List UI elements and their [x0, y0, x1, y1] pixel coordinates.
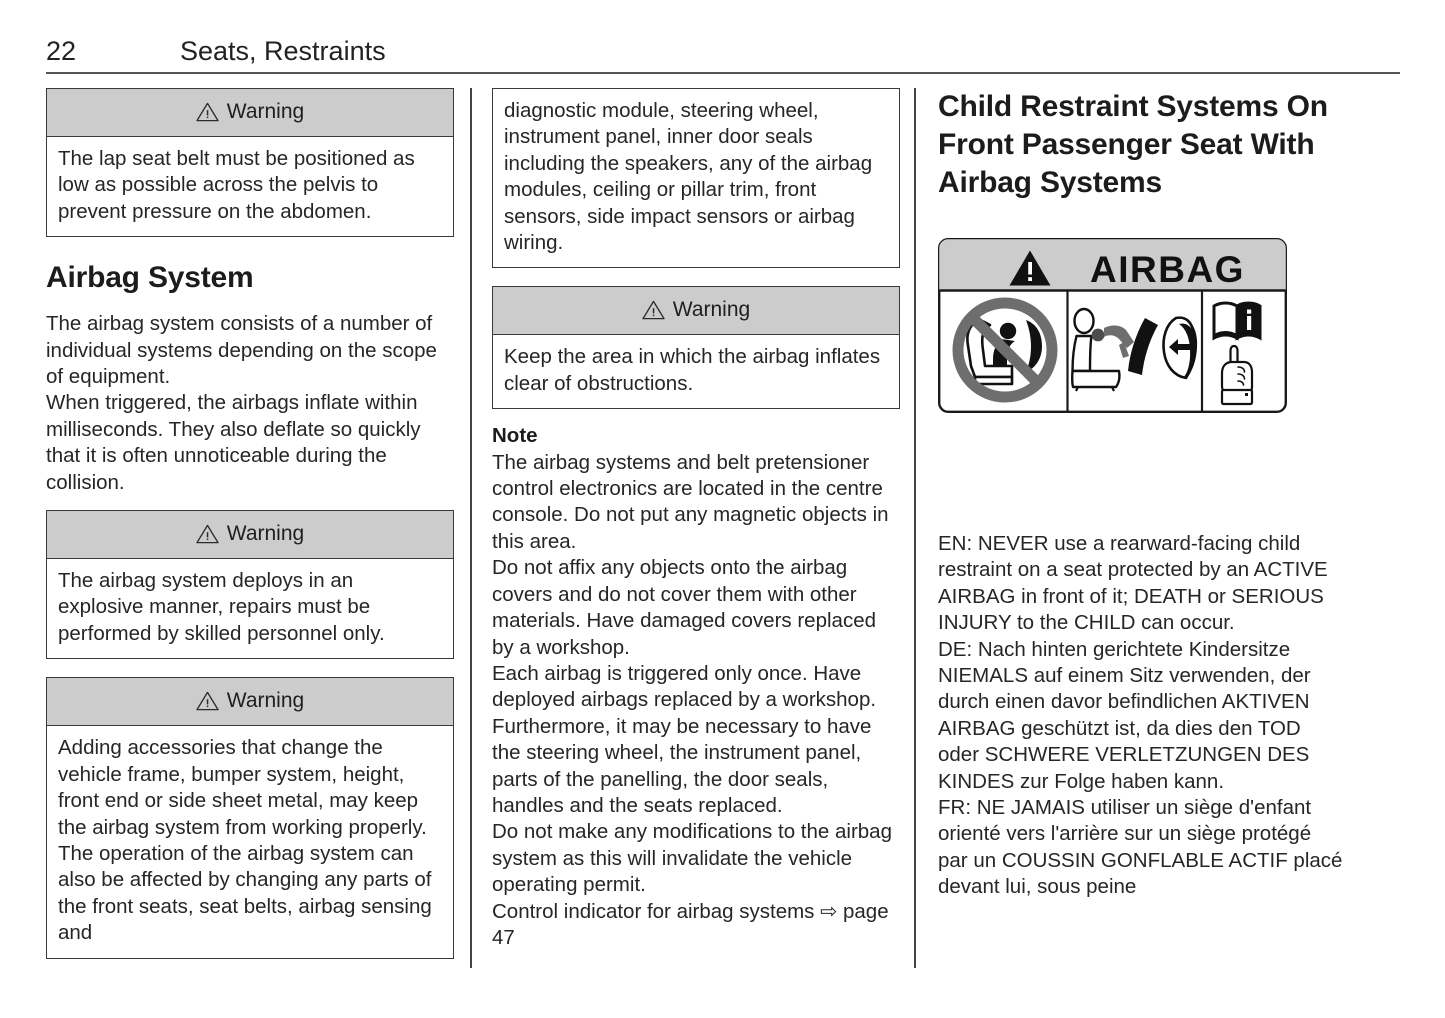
page-number: 22: [46, 36, 77, 66]
warning-box-header: [493, 287, 899, 335]
paragraph-airbag-intro-1: The airbag system consists of a number of individual systems depending on the scope of equipment.: [46, 312, 437, 389]
column-divider-left: [470, 88, 472, 968]
warning-triangle-icon: [196, 524, 219, 544]
section-heading-airbag-system: Airbag System: [46, 261, 254, 295]
page-header: [46, 34, 1400, 74]
header-rule: [46, 72, 1400, 74]
note-label: Note: [492, 424, 538, 448]
warning-box-explosive-deploy: [46, 510, 454, 659]
warning-box-body: Keep the area in which the airbag inflates clear of obstructions.: [504, 345, 881, 395]
warning-box-header-label: Warning: [226, 689, 305, 713]
warning-box-header: [47, 511, 453, 559]
warning-box-header: [47, 89, 453, 137]
note-paragraph-4: Do not make any modifications to the airbag system as this will invalidate the vehicle operating permit.: [492, 820, 892, 897]
warning-triangle-icon: [642, 300, 665, 320]
warning-text-de: DE: Nach hinten gerichtete Kindersitze NIEMALS auf einem Sitz verwenden, der durch einen davor befindlichen AKTIVEN AIRBAG geschützt ist, da dies den TOD oder SCHWERE VERLETZUNGEN DES KINDES zur Folge haben kann.: [938, 637, 1311, 793]
right-column: [938, 88, 1346, 901]
warning-box-body: The airbag system deploys in an explosive manner, repairs must be performed by skilled personnel only.: [58, 569, 385, 645]
warning-box-body: The lap seat belt must be positioned as low as possible across the pelvis to prevent pressure on the abdomen.: [58, 147, 415, 223]
page-title: Seats, Restraints: [180, 36, 386, 66]
airbag-warning-label-graphic: [938, 238, 1287, 413]
warning-triangle-icon: [196, 691, 219, 711]
warning-box-header: [47, 678, 453, 726]
note-paragraph-1: The airbag systems and belt pretensioner control electronics are located in the centre console. Do not put any magnetic objects in this area.: [492, 450, 889, 553]
manual-book-info-icon: [1214, 303, 1260, 338]
warning-box-header-label: Warning: [226, 522, 305, 546]
airbag-label-title: AIRBAG: [1090, 249, 1245, 290]
note-paragraph-3: Each airbag is triggered only once. Have deployed airbags replaced by a workshop. Furthermore, it may be necessary to have the steering wheel, the instrument panel, parts of the panelling, the door seals, handles and the seats replaced.: [492, 661, 877, 817]
middle-column: [492, 88, 900, 951]
warning-box-header-label: Warning: [672, 298, 751, 322]
section-heading-child-restraint: Child Restraint Systems On Front Passenger Seat With Airbag Systems: [938, 90, 1328, 199]
warning-box-body: Adding accessories that change the vehicle frame, bumper system, height, front end or side sheet metal, may keep the airbag system from working properly. The operation of the airbag system can also be affected by changing any parts of the front seats, seat belts, airbag sensing and: [58, 736, 432, 945]
warning-triangle-icon: [196, 102, 219, 122]
cross-reference-control-indicator[interactable]: Control indicator for airbag systems ⇨ page 47: [492, 899, 889, 949]
warning-box-clear-obstructions: [492, 286, 900, 409]
airbag-warning-label-figure: [938, 238, 1346, 413]
warning-box-lap-belt: [46, 88, 454, 237]
multilingual-warning-text: [938, 531, 1346, 901]
left-column: [46, 88, 454, 959]
note-paragraph-2: Do not affix any objects onto the airbag covers and do not cover them with other materials. Have damaged covers replaced by a workshop.: [492, 556, 876, 659]
paragraph-airbag-intro-2: When triggered, the airbags inflate within milliseconds. They also deflate so quickly that it is often unnoticeable during the collision.: [46, 391, 421, 494]
warning-text-fr: FR: NE JAMAIS utiliser un siège d'enfant orienté vers l'arrière sur un siège protégé par un COUSSIN GONFLABLE ACTIF placé devant lui, sous peine: [938, 796, 1343, 899]
column-divider-right: [914, 88, 916, 968]
warning-box-accessories: [46, 677, 454, 958]
warning-continuation-box: diagnostic module, steering wheel, instrument panel, inner door seals including the speakers, any of the airbag modules, ceiling or pillar trim, front sensors, side impact sensors or airbag wiring.: [492, 88, 900, 268]
warning-text-en: EN: NEVER use a rearward-facing child restraint on a seat protected by an ACTIVE AIRBAG in front of it; DEATH or SERIOUS INJURY to the CHILD can occur.: [938, 532, 1328, 635]
warning-box-header-label: Warning: [226, 100, 305, 123]
